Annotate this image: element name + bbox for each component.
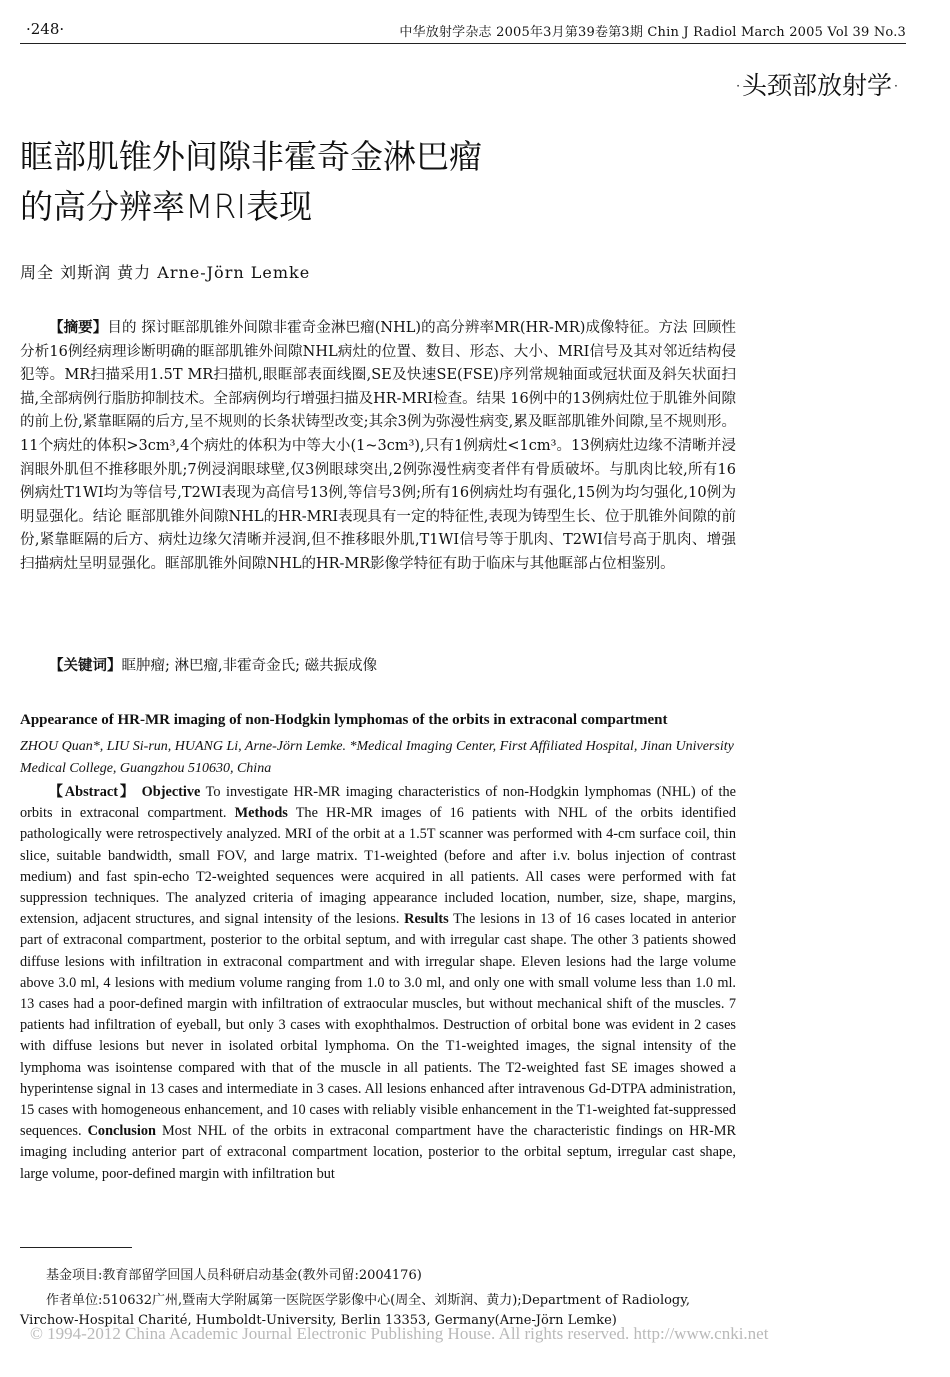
article-title-line-2: 的高分辨率MRI表现	[20, 187, 313, 226]
journal-running-header: 中华放射学杂志 2005年3月第39卷第3期 Chin J Radiol March 2005 Vol 39 No.3	[399, 25, 906, 40]
section-heading: ·头颈部放射学·	[734, 71, 900, 100]
footnote-rule	[20, 1247, 132, 1248]
en-conclusion-text: Most NHL of the orbits in extraconal compartment have the characteristic findings on HR-MR imaging including anterior part of extraconal compartment location, posterior to the orbital septum, irregular cast shape, large volume, poor-defined margin with infiltration but	[20, 1123, 736, 1182]
header-rule	[20, 43, 906, 44]
en-conclusion-label: Conclusion	[87, 1123, 156, 1140]
page-number: ·248·	[26, 20, 65, 38]
keywords	[20, 654, 736, 678]
chinese-abstract	[20, 316, 736, 577]
article-title-line-1: 眶部肌锥外间隙非霍奇金淋巴瘤	[20, 137, 482, 176]
funding-footnote: 基金项目:教育部留学回国人员科研启动基金(教外司留:2004176)	[46, 1268, 422, 1283]
en-methods-text: The HR-MR images of 16 patients with NHL of the orbits identified pathologically were retrospectively analyzed. MRI of the orbit at a 1.5T scanner was performed with 4-cm surface coil, thin slice, suitable bandwidth, small FOV, and large matrix. T1-weighted (before and after i.v. bolus injection of contrast medium) and fast spin-echo T2-weighted sequences were acquired in all patients. All cases were performed with fat suppression techniques. The analyzed criteria of imaging appearance included location, number, size, shape, margins, extension, adjacent structures, and signal intensity of the lesions.	[20, 805, 736, 928]
article-title	[20, 132, 482, 232]
keywords-label: 【关键词】	[49, 657, 122, 674]
abstract-label: 【摘要】	[49, 319, 108, 336]
en-abstract-label: 【Abstract】	[48, 784, 137, 800]
copyright-watermark: © 1994-2012 China Academic Journal Electronic Publishing House. All rights reserved. http://www.cnki.net	[30, 1324, 769, 1343]
en-results-label: Results	[404, 911, 449, 928]
english-title: Appearance of HR-MR imaging of non-Hodgkin lymphomas of the orbits in extraconal compartment	[20, 712, 668, 728]
keywords-text: 眶肿瘤; 淋巴瘤,非霍奇金氏; 磁共振成像	[121, 658, 378, 674]
en-methods-label: Methods	[234, 805, 288, 822]
affiliation-footnote: 作者单位:510632广州,暨南大学附属第一医院医学影像中心(周全、刘斯润、黄力);Department of Radiology, Virchow-Hospital Charité, Humboldt-University, Berlin 13353, Germany(Arne-Jörn Lemke)	[20, 1293, 691, 1328]
en-objective-label: Objective	[141, 784, 201, 800]
english-abstract	[20, 782, 736, 1185]
abstract-text: 目的 探讨眶部肌锥外间隙非霍奇金淋巴瘤(NHL)的高分辨率MR(HR-MR)成像特征。方法 回顾性分析16例经病理诊断明确的眶部肌锥外间隙NHL病灶的位置、数目、形态、大小、MRI信号及其对邻近结构侵犯等。MR扫描采用1.5T MR扫描机,眼眶部表面线圈,SE及快速SE(FSE)序列常规轴面或冠状面及斜矢状面扫描,全部病例行脂肪抑制技术。全部病例均行增强扫描及HR-MRI检查。结果 16例中的13例病灶位于肌锥外间隙的前上份,紧靠眶隔的后方,呈不规则的长条状铸型改变;其余3例为弥漫性病变,累及眶部肌锥外间隙,呈不规则形。11个病灶的体积>3cm³,4个病灶的体积为中等大小(1~3cm³),只有1例病灶<1cm³。13例病灶边缘不清晰并浸润眼外肌但不推移眼外肌;7例浸润眼球壁,仅3例眼球突出,2例弥漫性病变者伴有骨质破坏。与肌肉比较,所有16例病灶T1WI均为等信号,T2WI表现为高信号13例,等信号3例;所有16例病灶均有强化,15例为均匀强化,10例为明显强化。结论 眶部肌锥外间隙NHL的HR-MRI表现具有一定的特征性,表现为铸型生长、位于肌锥外间隙的前份,紧靠眶隔的后方、病灶边缘欠清晰并浸润,但不推移眼外肌,T1WI信号等于肌肉、T2WI信号高于肌肉、增强扫描病灶呈明显强化。眶部肌锥外间隙NHL的HR-MR影像学特征有助于临床与其他眶部占位相鉴别。	[20, 320, 737, 572]
author-list: 周全 刘斯润 黄力 Arne-Jörn Lemke	[20, 263, 311, 282]
english-authors: ZHOU Quan*, LIU Si-run, HUANG Li, Arne-Jörn Lemke. *Medical Imaging Center, First Affiliated Hospital, Jinan University Medical College, Guangzhou 510630, China	[20, 739, 734, 776]
en-objective-text: To investigate HR-MR imaging characteristics of non-Hodgkin lymphomas (NHL) of the orbits in extraconal compartment.	[20, 784, 736, 822]
en-results-text: The lesions in 13 of 16 cases located in anterior part of extraconal compartment, posterior to the orbital septum, and with irregular cast shape. The other 3 patients showed diffuse lesions with infiltration in extraconal compartment and with irregular shape. Eleven lesions had the large volume above 3.0 ml, 4 lesions with medium volume ranging from 1.0 to 3.0 ml, and only one with small volume less than 1.0 ml. 13 cases had a poor-defined margin with infiltration of extraocular muscles, but without mechanical shift of the muscles. 7 patients had infiltration of eyeball, but only 3 cases with exophthalmos. Destruction of orbital bone was evident in 2 cases with diffuse lesions but never in isolated orbital lymphoma. On the T1-weighted images, the signal intensity of the lymphoma was isointense compared with that of the muscle in all patients. The T2-weighted fast SE images showed a hyperintense signal in 13 cases and intermediate in 3 cases. All lesions enhanced after intravenous Gd-DTPA administration, 15 cases with homogeneous enhancement, and 10 cases with reliably visible enhancement in the T1-weighted fat-suppressed sequences.	[20, 911, 736, 1140]
